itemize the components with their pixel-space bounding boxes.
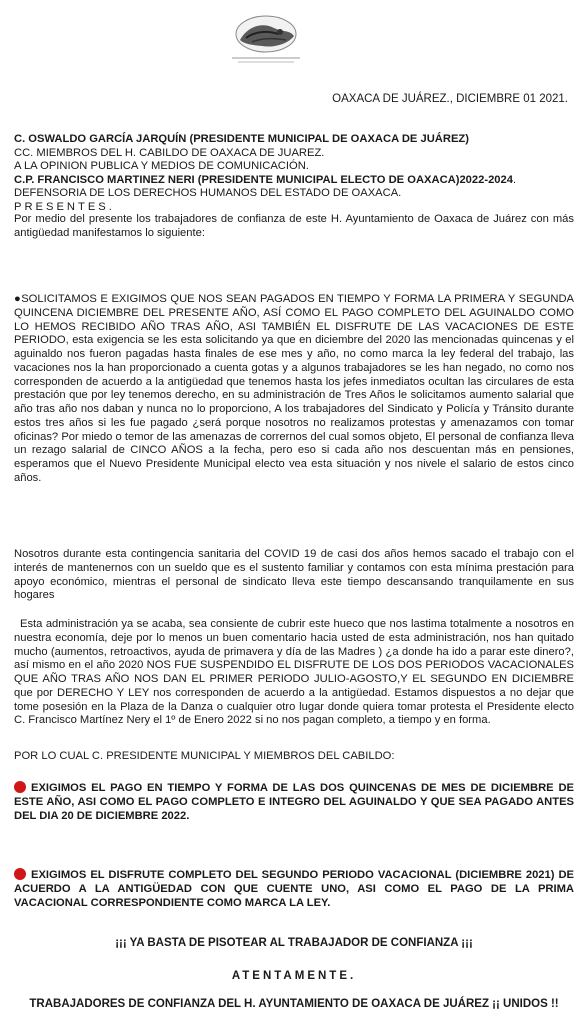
addressee-human-rights: DEFENSORIA DE LOS DERECHOS HUMANOS DEL ESTADO DE OAXACA. (14, 187, 402, 200)
addressee-mayor-elect (14, 174, 574, 188)
demand-text-2: EXIGIMOS EL DISFRUTE COMPLETO DEL SEGUNDO PERIODO VACACIONAL (DICIEMBRE 2021) DE ACUERDO A LA ANTIGÜEDAD CON QUE CUENTE UNO, ASI COMO EL PAGO DE LA PRIMA VACACIONAL CORRESPONDIENTE COMO MARCA LA LEY. (14, 869, 574, 910)
atentamente: ATENTAMENTE. (231, 970, 357, 982)
intro-paragraph: Por medio del presente los trabajadores de confianza de este H. Ayuntamiento de Oaxaca de Juárez con más antigüedad manifestamos lo siguiente: (14, 213, 574, 239)
demand-item-2 (14, 868, 574, 911)
administration-paragraph: Esta administración ya se acaba, sea consiente de cubrir este hueco que nos lastima totalmente a nosotros en nuestra economía, deje por lo menos un buen comentario hacia usted de esta administración, nos han quitado mucho (aumentos, retroactivos, ayuda de primavera y día de las Madres ) ¿a donde ha ido a parar este dinero?, así mismo en el año 2020 NOS FUE SUSPENDIDO EL DISFRUTE DE LOS DOS PERIODOS VACACIONALES QUE AÑO TRAS AÑO NOS DAN EL PRIMER PERIODO JULIO-AGOSTO,Y EL SEGUNDO EN DICIEMBRE que por DERECHO Y LEY nos corresponden de acuerdo a la antigüedad. Estamos dispuestos a no dejar que tome posesión en la Plaza de la Danza o cualquier otro lugar donde quiera tomar protesta el Presidente electo C. Francisco Martínez Nery el 1º de Enero 2022 si no nos pagan completo, a tiempo y en forma. (14, 618, 574, 727)
covid-paragraph: Nosotros durante esta contingencia sanitaria del COVID 19 de casi dos años hemos sacado el trabajo con el interés de mantenernos con un sueldo que es el sustento familiar y contamos con esta mínima prestación para apoyo económico, mientras el personal de sindicato lleva este tiempo descansando tranquilamente en sus hogares (14, 548, 574, 602)
addressee-cabildo: CC. MIEMBROS DEL H. CABILDO DE OAXACA DE JUAREZ. (14, 146, 325, 159)
signature: TRABAJADORES DE CONFIANZA DEL H. AYUNTAMIENTO DE OAXACA DE JUÁREZ ¡¡ UNIDOS !! (29, 998, 559, 1010)
slogan: ¡¡¡ YA BASTA DE PISOTEAR AL TRABAJADOR DE CONFIANZA ¡¡¡ (115, 937, 473, 949)
demand-item-1 (14, 781, 574, 824)
red-bullet-icon (14, 781, 26, 793)
addressee-block (14, 133, 574, 215)
document-date: OAXACA DE JUÁREZ., DICIEMBRE 01 2021. (332, 93, 568, 105)
handshake-seal-icon (222, 8, 310, 68)
addressee-mayor-elect-period: . (512, 173, 517, 186)
addressee-mayor: C. OSWALDO GARCÍA JARQUÍN (PRESIDENTE MUNICIPAL DE OAXACA DE JUÁREZ) (14, 133, 469, 145)
addressee-public: A LA OPINION PUBLICA Y MEDIOS DE COMUNICACIÓN. (14, 160, 309, 173)
addressee-mayor-elect-name: C.P. FRANCISCO MARTINEZ NERI (PRESIDENTE MUNICIPAL ELECTO DE OAXACA)2022-2024 (14, 173, 513, 186)
demand-text-1: EXIGIMOS EL PAGO EN TIEMPO Y FORMA DE LAS DOS QUINCENAS DE MES DE DICIEMBRE DE ESTE AÑO, ASI COMO EL PAGO COMPLETO E INTEGRO DEL AGUINALDO Y QUE SEA PAGADO ANTES DEL DIA 20 DE DICIEMBRE 2022. (14, 782, 574, 823)
addressee-presentes: PRESENTES. (14, 200, 115, 213)
red-bullet-icon (14, 868, 26, 880)
por-lo-cual-paragraph: POR LO CUAL C. PRESIDENTE MUNICIPAL Y MIEMBROS DEL CABILDO: (14, 750, 395, 762)
main-paragraph: ●SOLICITAMOS E EXIGIMOS QUE NOS SEAN PAGADOS EN TIEMPO Y FORMA LA PRIMERA Y SEGUNDA QUINCENA DICIEMBRE DEL PRESENTE AÑO, ASÍ COMO EL PAGO COMPLETO DEL AGUINALDO COMO LO HEMOS RECIBIDO AÑO TRAS AÑO, ASI TAMBIÉN EL DISFRUTE DE LAS VACACIONES DE ESTE PERIODO, esta exigencia se les esta solicitando ya que en diciembre del 2020 las mencionadas quincenas y el aguinaldo nos fueron pagadas hasta finales de ese mes y año, no como marca la ley federal del trabajo, las vacaciones nos la han proporcionado a cuenta gotas y a algunos trabajadores se les han negado, no como nos corresponden de acuerdo a la antigüedad que tenemos hasta los jefes inmediatos ocultan las circulares de esta prestación que por ley tenemos derecho, en su administración de Tres Años le solicitamos aumento salarial que año tras año nos daban y nunca no lo proporciono, A los trabajadores del Sindicato y Policía y Tránsito durante estos tres años si les fue pagado ¿será porque nosotros no realizamos protestas y amenazamos con tomar oficinas? Por miedo o temor de las amenazas de corrernos del cual somos objeto, El personal de confianza lleva un rezago salarial de CINCO AÑOS a la fecha, pero eso si cada año nos descuentan más en pensiones, esperamos que el Nuevo Presidente Municipal electo vea esta situación y nos nivele el salario de estos cinco años. (14, 293, 574, 484)
